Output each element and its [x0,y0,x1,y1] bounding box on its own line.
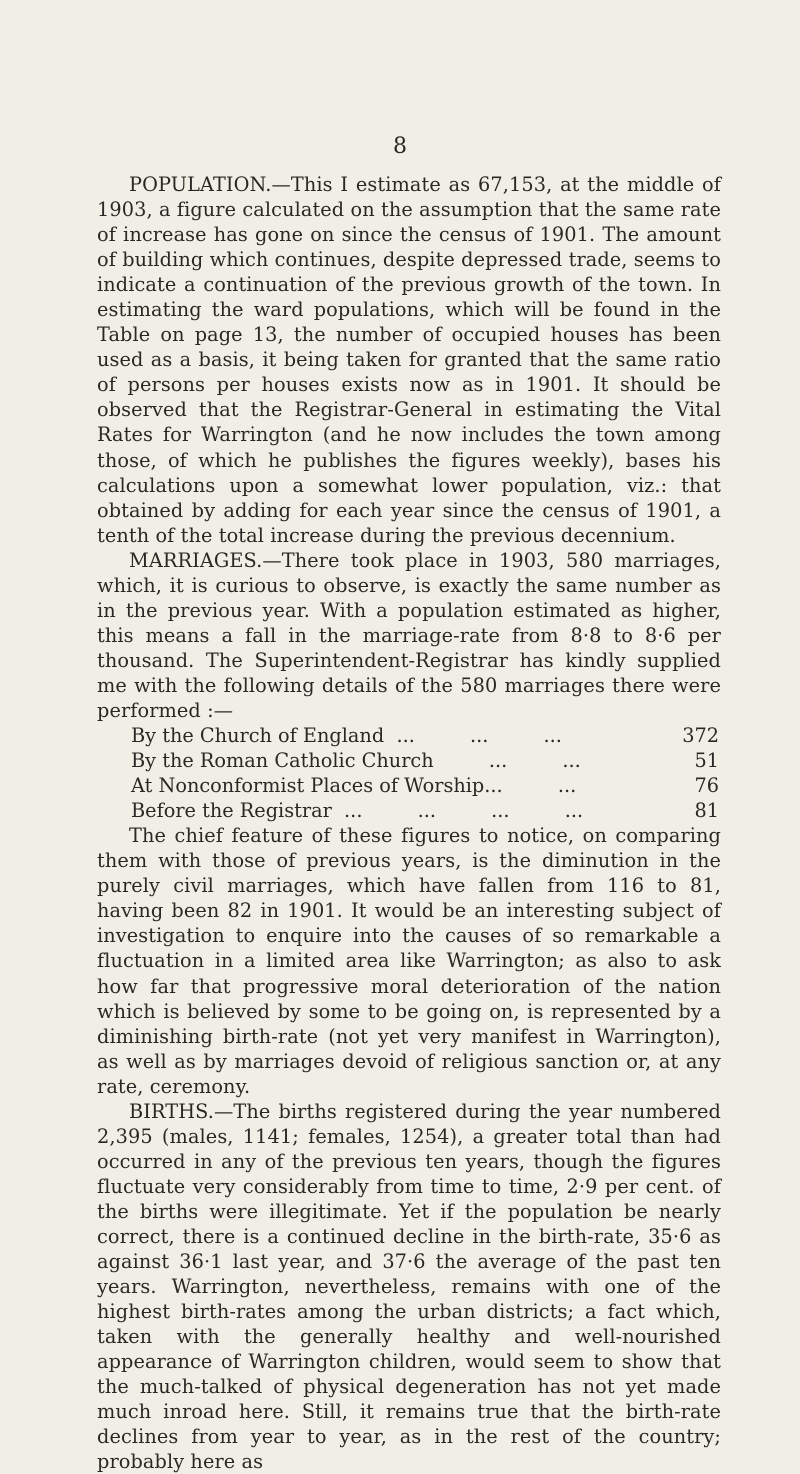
table-row [131,773,721,798]
table-row [131,798,721,823]
births-paragraph: BIRTHS.—The births registered during the year numbered 2,395 (males, 1141; females, 1254), a greater total than had occurred in any of the previous ten years, though the figures fluctuate very considerably from time to time, 2·9 per cent. of the births were illegitimate. Yet if the population be nearly correct, there is a continued decline in the birth-rate, 35·6 as against 36·1 last year, and 37·6 the average of the past ten years. Warrington, nevertheless, remains with one of the highest birth-rates among the urban districts; a fact which, taken with the generally healthy and well-nourished appearance of Warrington children, would seem to show that the much-talked of physical degeneration has not yet made much inroad here. Still, it remains true that the birth-rate declines from year to year, as in the rest of the country; probably here as [97,1099,721,1474]
leader-dots: ... ... ... [384,724,562,748]
row-label: By the Roman Catholic Church [131,749,434,773]
leader-dots: ... ... [484,774,577,798]
page-body [97,172,721,1474]
page-number: 8 [393,134,407,159]
row-value: 76 [694,774,719,798]
row-label: By the Church of England [131,724,385,748]
marriage-breakdown-table [97,723,721,823]
table-row [131,723,721,748]
marriages-comment-paragraph: The chief feature of these figures to notice, on comparing them with those of previous years, is the diminution in the purely civil marriages, which have fallen from 116 to 81, having been 82 in 1901. It would be an interesting subject of investigation to enquire into the causes of so remarkable a fluctuation in a limited area like Warrington; as also to ask how far that progressive moral deterioration of the nation which is believed by some to be going on, is represented by a diminishing birth-rate (not yet very manifest in Warrington), as well as by marriages devoid of religious sanction or, at any rate, ceremony. [97,824,721,1098]
row-value: 81 [694,799,719,823]
table-row [131,748,721,773]
row-value: 372 [682,724,719,748]
marriages-paragraph: MARRIAGES.—There took place in 1903, 580 marriages, which, it is curious to observe, is exactly the same number as in the previous year. With a population estimated as higher, this means a fall in the marriage-rate from 8·8 to 8·6 per thousand. The Superintendent-Registrar has kindly supplied me with the following details of the 580 marriages there were performed :— [97,548,721,722]
row-label: At Nonconformist Places of Worship [131,774,485,798]
leader-dots: ... ... ... ... [331,799,584,823]
row-value: 51 [694,749,719,773]
leader-dots: ... ... [433,749,581,773]
row-label: Before the Registrar [131,799,332,823]
population-paragraph: POPULATION.—This I estimate as 67,153, at the middle of 1903, a figure calculated on the assumption that the same rate of increase has gone on since the census of 1901. The amount of building which continues, despite depressed trade, seems to indicate a continuation of the previous growth of the town. In estimating the ward populations, which will be found in the Table on page 13, the number of occupied houses has been used as a basis, it being taken for granted that the same ratio of persons per houses exists now as in 1901. It should be observed that the Registrar-General in estimating the Vital Rates for Warrington (and he now includes the town among those, of which he publishes the figures weekly), bases his calculations upon a somewhat lower population, viz.: that obtained by adding for each year since the census of 1901, a tenth of the total increase during the previous decennium. [97,173,721,547]
